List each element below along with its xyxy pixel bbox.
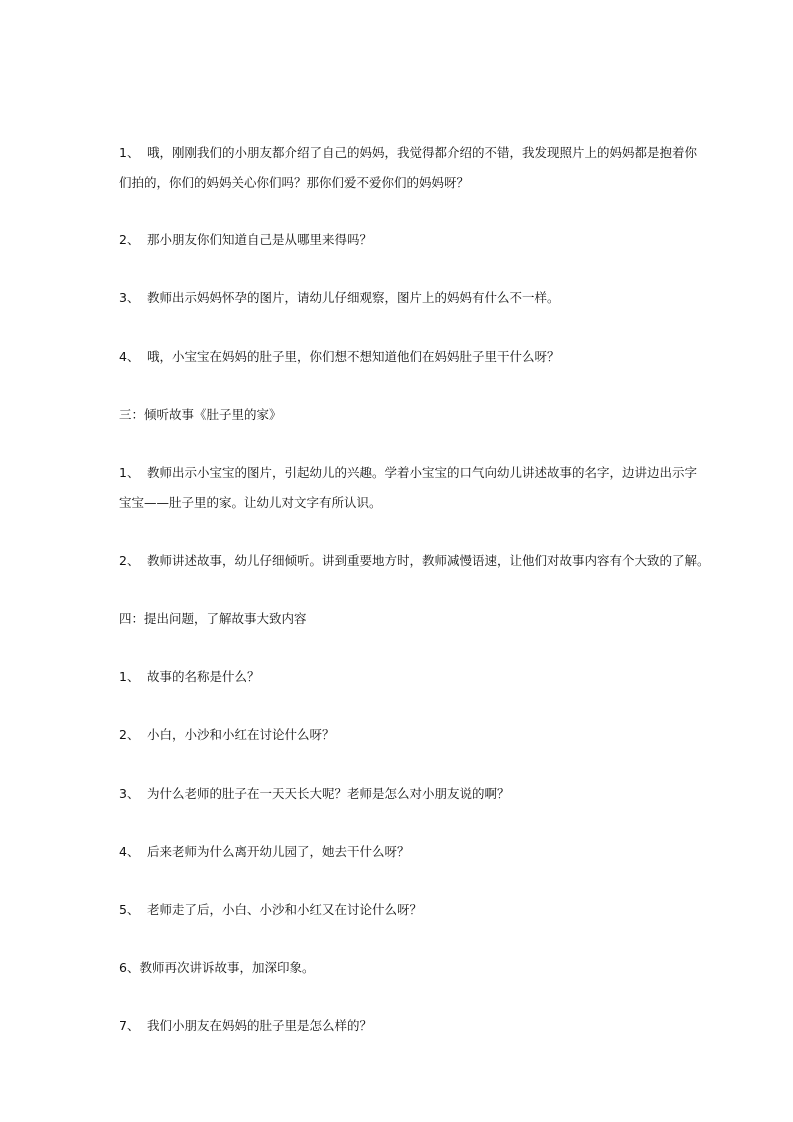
item-number: 4、: [119, 348, 140, 364]
item-number: 1、: [119, 464, 140, 480]
paragraph-line: [119, 552, 710, 569]
heading-text: 三：倾听故事《肚子里的家》: [119, 406, 282, 422]
item-number: 3、: [119, 289, 140, 305]
line-text: 教师出示妈妈怀孕的图片，请幼儿仔细观察，图片上的妈妈有什么不一样。: [147, 289, 560, 305]
section-heading: [119, 611, 679, 627]
paragraph-line: [119, 464, 698, 481]
item-number: 5、: [119, 901, 140, 917]
line-text: 后来老师为什么离开幼儿园了，她去干什么呀？: [147, 843, 410, 859]
line-text: 宝宝——肚子里的家。让幼儿对文字有所认识。: [119, 494, 382, 510]
line-text: 那小朋友你们知道自己是从哪里来得吗？: [147, 231, 373, 247]
line-text: 教师出示小宝宝的图片，引起幼儿的兴趣。学着小宝宝的口气向幼儿讲述故事的名字，边讲边出示字: [147, 464, 698, 480]
paragraph-line: [119, 844, 679, 860]
paragraph-line: [119, 902, 679, 918]
paragraph-line: [119, 175, 679, 191]
line-text: 小白，小沙和小红在讨论什么呀？: [147, 726, 335, 742]
paragraph-line: [119, 669, 679, 685]
line-text: 故事的名称是什么？: [147, 668, 260, 684]
item-number: 1、: [119, 144, 140, 160]
paragraph-line: [119, 144, 698, 161]
item-number: 1、: [119, 668, 140, 684]
line-text: 们拍的，你们的妈妈关心你们吗？那你们爱不爱你们的妈妈呀？: [119, 174, 470, 190]
line-text: 哦，小宝宝在妈妈的肚子里，你们想不想知道他们在妈妈肚子里干什么呀？: [147, 348, 560, 364]
paragraph-line: [119, 786, 679, 802]
item-number: 4、: [119, 843, 140, 859]
heading-text: 四：提出问题，了解故事大致内容: [119, 610, 307, 626]
line-text: 哦，刚刚我们的小朋友都介绍了自己的妈妈，我觉得都介绍的不错，我发现照片上的妈妈都是抱着你: [147, 144, 698, 160]
item-number: 7、: [119, 1017, 140, 1033]
item-number: 2、: [119, 552, 140, 568]
paragraph-line: [119, 727, 679, 743]
line-text: 为什么老师的肚子在一天天长大呢？老师是怎么对小朋友说的啊？: [147, 785, 510, 801]
line-text: 我们小朋友在妈妈的肚子里是怎么样的？: [147, 1017, 373, 1033]
item-number: 2、: [119, 726, 140, 742]
line-text: 教师讲述故事，幼儿仔细倾听。讲到重要地方时，教师减慢语速，让他们对故事内容有个大致的了解。: [147, 552, 710, 568]
line-text: 6、教师再次讲诉故事，加深印象。: [119, 959, 315, 975]
item-number: 3、: [119, 785, 140, 801]
paragraph-line: [119, 290, 679, 306]
paragraph-line: [119, 960, 679, 976]
paragraph-line: [119, 232, 679, 248]
line-text: 老师走了后，小白、小沙和小红又在讨论什么呀？: [147, 901, 423, 917]
paragraph-line: [119, 1018, 679, 1034]
paragraph-line: [119, 495, 679, 511]
paragraph-line: [119, 349, 679, 365]
item-number: 2、: [119, 231, 140, 247]
section-heading: [119, 407, 679, 423]
